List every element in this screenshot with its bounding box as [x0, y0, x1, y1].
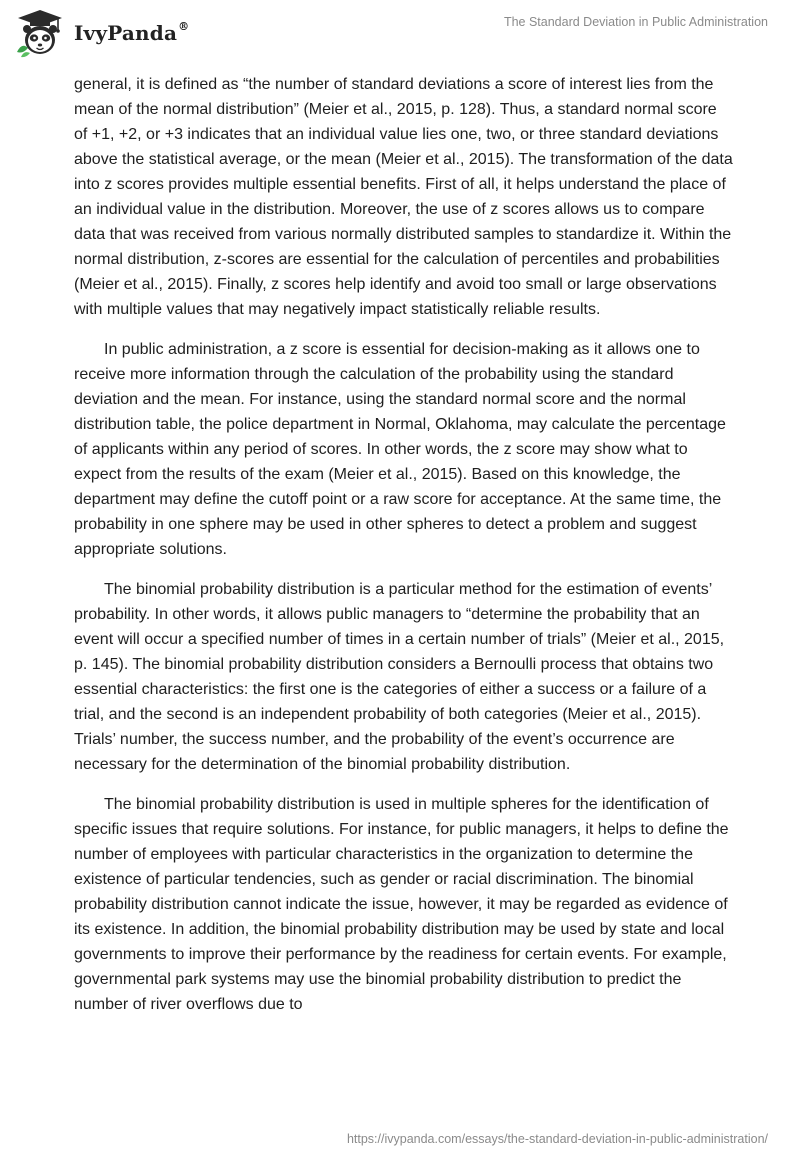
- page-header: [0, 0, 800, 66]
- essay-body: [74, 72, 734, 1032]
- source-url[interactable]: https://ivypanda.com/essays/the-standard-deviation-in-public-administration/: [346, 1132, 768, 1146]
- panda-graduate-icon: [14, 8, 66, 58]
- paragraph-4: The binomial probability distribution is used in multiple spheres for the identification of specific issues that require solutions. For instance, for public managers, it helps to define the number of employees with particular characteristics in the organization to determine the existence of particular tendencies, such as gender or racial discrimination. The binomial probability distribution cannot indicate the issue, however, it may be regarded as evidence of its existence. In addition, the binomial probability distribution may be used by state and local governments to improve their performance by the readiness for certain events. For example, governmental park systems may use the binomial probability distribution to predict the number of river overflows due to: [74, 796, 729, 1013]
- brand-name: [74, 20, 190, 45]
- registered-mark: ®: [178, 20, 190, 33]
- ivypanda-logo[interactable]: [14, 8, 189, 58]
- paragraph-3: The binomial probability distribution is a particular method for the estimation of events’ probability. In other words, it allows public managers to “determine the probability that an event will occur a specified number of times in a certain number of trials” (Meier et al., 2015, p. 145). The binomial probability distribution considers a Bernoulli process that obtains two essential characteristics: the first one is the categories of either a success or a failure of a trial, and the second is an independent probability of both categories (Meier et al., 2015). Trials’ number, the success number, and the probability of the event’s occurrence are necessary for the determination of the binomial probability distribution.: [74, 581, 725, 773]
- running-title: The Standard Deviation in Public Administration: [503, 15, 768, 29]
- paragraph-2: In public administration, a z score is essential for decision-making as it allows one to receive more information through the calculation of the probability using the standard deviation and the mean. For instance, using the standard normal score and the normal distribution table, the police department in Normal, Oklahoma, may calculate the percentage of applicants within any period of scores. In other words, the z score may show what to expect from the results of the exam (Meier et al., 2015). Based on this knowledge, the department may define the cutoff point or a raw score for acceptance. At the same time, the probability in one sphere may be used in other spheres to detect a problem and suggest appropriate solutions.: [74, 341, 726, 558]
- paragraph-1: general, it is defined as “the number of standard deviations a score of interest lies from the mean of the normal distribution” (Meier et al., 2015, p. 128). Thus, a standard normal score of +1, +2, or +3 indicates that an individual value lies one, two, or three standard deviations above the statistical average, or the mean (Meier et al., 2015). The transformation of the data into z scores provides multiple essential benefits. First of all, it helps understand the place of an individual value in the distribution. Moreover, the use of z scores allows us to compare data that was received from various normally distributed samples to standardize it. Within the normal distribution, z-scores are essential for the calculation of percentiles and probabilities (Meier et al., 2015). Finally, z scores help identify and avoid too small or large observations with multiple values that may negatively impact statistically reliable results.: [74, 76, 733, 318]
- brand-name-text: IvyPanda: [74, 21, 178, 45]
